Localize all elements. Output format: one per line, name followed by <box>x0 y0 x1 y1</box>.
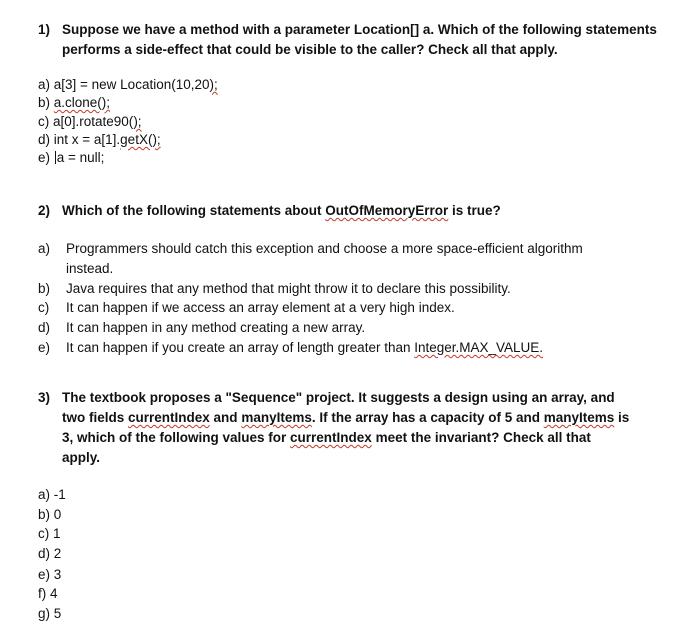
spellcheck-underline: currentIndex <box>128 410 210 425</box>
question-text <box>62 20 657 60</box>
spellcheck-underline: Integer.MAX_VALUE. <box>414 340 544 355</box>
question-line: Suppose we have a method with a parameter Location[] a. Which of the following statements <box>62 22 657 37</box>
answer-option[interactable]: d) 2 <box>38 546 62 561</box>
question-line: The textbook proposes a "Sequence" project. It suggests a design using an array, and <box>62 390 615 405</box>
answer-option[interactable]: a) -1 <box>38 487 66 502</box>
question-text <box>62 388 629 468</box>
answer-option[interactable]: c) a[0].rotate90(); <box>38 114 142 129</box>
spellcheck-underline: ); <box>133 114 142 129</box>
text-cursor <box>55 151 56 164</box>
answer-option[interactable]: c) 1 <box>38 526 61 541</box>
spellcheck-underline: manyItems <box>543 410 615 425</box>
question-text: Which of the following statements about OutOfMemoryError is true? <box>62 203 501 218</box>
answer-option[interactable]: b) 0 <box>38 507 62 522</box>
question-line: apply. <box>62 450 101 465</box>
question-number: 1) <box>38 22 51 37</box>
question-number: 3) <box>38 390 51 405</box>
question-line: performs a side-effect that could be visible to the caller? Check all that apply. <box>62 42 558 57</box>
spellcheck-underline: a.clone(); <box>53 95 111 110</box>
spellcheck-underline: currentIndex <box>290 430 372 445</box>
spellcheck-underline: OutOfMemoryError <box>325 203 449 218</box>
answer-option[interactable]: e) 3 <box>38 567 62 582</box>
spellcheck-underline: manyItems <box>241 410 312 425</box>
question-line: 3, which of the following values for currentIndex meet the invariant? Check all that <box>62 430 591 445</box>
answer-option[interactable]: f) 4 <box>38 586 58 601</box>
spellcheck-underline: getX(); <box>120 132 161 147</box>
spellcheck-underline: ); <box>209 77 218 92</box>
answer-option[interactable]: d) int x = a[1].getX(); <box>38 132 161 147</box>
question-line: two fields currentIndex and manyItems. If the array has a capacity of 5 and manyItems is <box>62 410 630 425</box>
answer-option[interactable]: e) a = null; <box>38 150 105 165</box>
question-number: 2) <box>38 203 51 218</box>
answer-option[interactable]: a) a[3] = new Location(10,20); <box>38 77 218 92</box>
answer-option[interactable]: g) 5 <box>38 606 62 621</box>
answer-option[interactable]: b) a.clone(); <box>38 95 111 110</box>
